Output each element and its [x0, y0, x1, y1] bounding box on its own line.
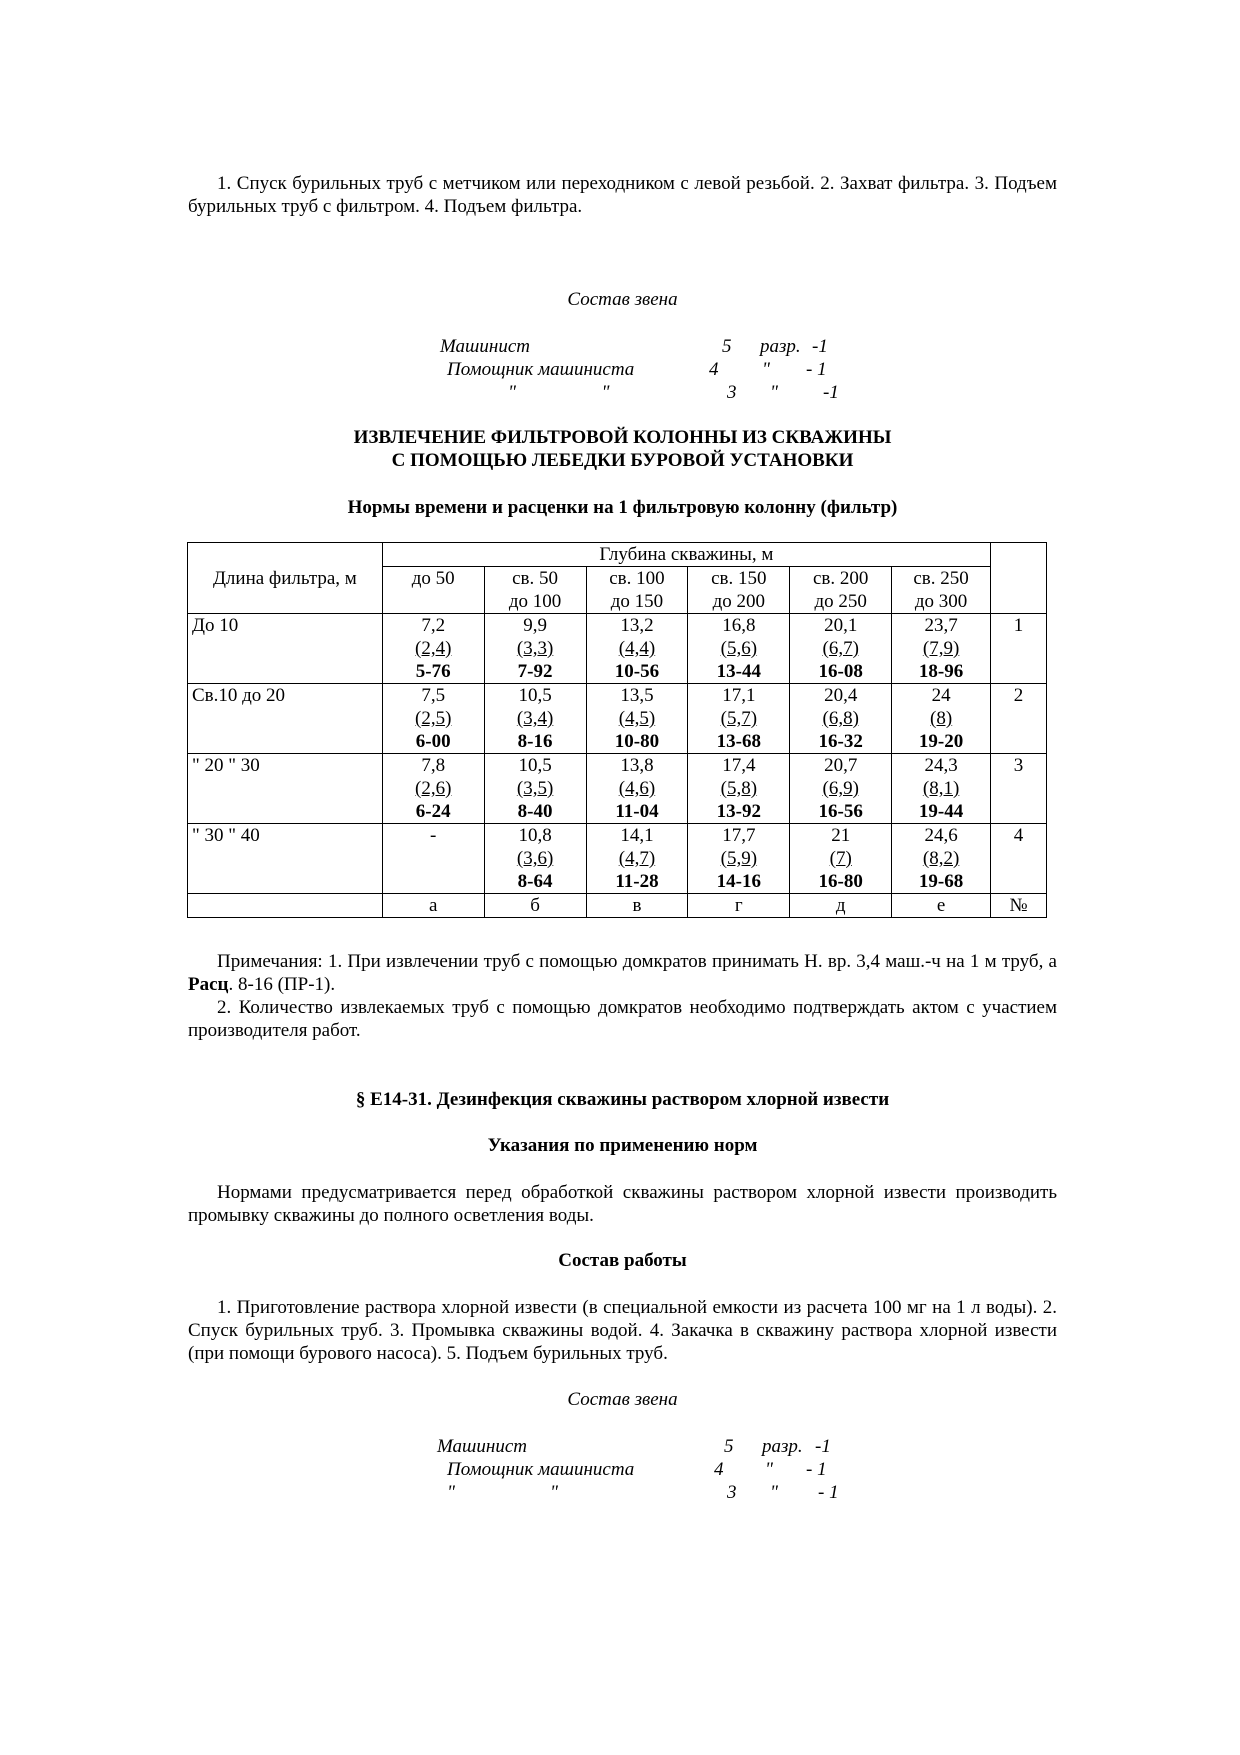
time-norm: 13,5 — [620, 685, 654, 706]
machine-time: (5,9) — [720, 848, 758, 869]
crew-role: Помощник машиниста — [447, 359, 635, 380]
footer-letter: д — [790, 894, 892, 918]
machine-time: (4,5) — [618, 708, 656, 729]
rate: 13-68 — [716, 731, 761, 752]
machine-time: (8,1) — [922, 778, 960, 799]
crew-grade: 3 — [727, 382, 737, 403]
note-1 — [188, 950, 1057, 996]
crew-role: " " — [447, 1482, 558, 1503]
row-label: " 30 " 40 — [188, 824, 383, 894]
norm-cell — [892, 824, 991, 894]
time-norm: 10,5 — [518, 685, 552, 706]
norm-cell — [484, 824, 586, 894]
table-row — [188, 684, 1047, 754]
crew2-block — [0, 1435, 1240, 1505]
rate: 19-20 — [918, 731, 964, 752]
time-norm: 14,1 — [620, 825, 654, 846]
footer-letter: е — [892, 894, 991, 918]
crew-grade: 3 — [727, 1482, 737, 1503]
machine-time: (4,7) — [618, 848, 656, 869]
rate: 10-56 — [614, 661, 660, 682]
norm-cell — [688, 754, 790, 824]
row-header-cell: Длина фильтра, м — [188, 543, 383, 614]
rate: 11-04 — [615, 801, 659, 822]
norm-cell — [892, 684, 991, 754]
machine-time: (4,4) — [618, 638, 656, 659]
norm-cell — [790, 614, 892, 684]
row-number: 3 — [991, 754, 1047, 824]
work-text: 1. Приготовление раствора хлорной извести (в специальной емкости из расчета 100 мг на 1 л воды). 2. Спуск бурильных труб. 3. Промывка скважины водой. 4. Закачка в скважину раствора хлорной извести (при помощи бурового насоса). 5. Подъем бурильных труб. — [188, 1297, 1057, 1364]
machine-time: (3,4) — [516, 708, 554, 729]
rate: 16-56 — [818, 801, 863, 822]
machine-time: (8) — [930, 708, 953, 729]
norm-cell — [484, 614, 586, 684]
rate: 14-16 — [716, 871, 761, 892]
machine-time: (4,6) — [618, 778, 656, 799]
note-2 — [188, 996, 1057, 1042]
intro-paragraph — [188, 172, 1057, 218]
rate: 16-80 — [818, 871, 863, 892]
note-1-text: Примечания: 1. При извлечении труб с помощью домкратов принимать Н. вр. 3,4 маш.-ч на 1 м труб, а — [217, 951, 1057, 972]
note-2-text: 2. Количество извлекаемых труб с помощью домкратов необходимо подтверждать актом с участием производителя работ. — [188, 997, 1057, 1041]
rate: 13-44 — [716, 661, 761, 682]
rate: 5-76 — [415, 661, 451, 682]
time-norm: 7,8 — [421, 755, 446, 776]
guidelines-paragraph — [188, 1181, 1057, 1227]
machine-time: (5,6) — [720, 638, 758, 659]
footer-letter: б — [484, 894, 586, 918]
column-header: св. 200 до 250 — [790, 567, 892, 614]
rate: 19-44 — [918, 801, 964, 822]
crew-unit: разр. — [760, 336, 801, 357]
footer-letter: г — [688, 894, 790, 918]
crew-grade: 4 — [714, 1459, 724, 1480]
norm-cell — [892, 614, 991, 684]
crew2-heading: Состав звена — [567, 1389, 678, 1410]
rate: 10-80 — [614, 731, 660, 752]
time-norm: 7,5 — [421, 685, 446, 706]
machine-time: (5,8) — [720, 778, 758, 799]
table-footer-row — [188, 894, 1047, 918]
guidelines-heading: Указания по применению норм — [487, 1135, 758, 1156]
time-norm: 23,7 — [924, 615, 958, 636]
time-norm: 17,4 — [722, 755, 756, 776]
norm-cell — [586, 684, 688, 754]
machine-time: (2,4) — [415, 638, 452, 659]
norm-cell — [586, 754, 688, 824]
machine-time: (3,6) — [516, 848, 554, 869]
note-1-bold: Расц — [188, 974, 229, 995]
crew-role: Машинист — [437, 1436, 527, 1457]
machine-time: (6,9) — [822, 778, 859, 799]
footer-letter: в — [586, 894, 688, 918]
num-header-cell — [991, 543, 1047, 614]
crew-count: - 1 — [806, 1459, 827, 1480]
time-norm: 20,7 — [824, 755, 858, 776]
machine-time: (5,7) — [720, 708, 758, 729]
time-norm: 7,2 — [421, 615, 446, 636]
crew-unit: " — [770, 1482, 778, 1503]
norm-cell — [382, 824, 484, 894]
work-paragraph — [188, 1296, 1057, 1365]
norm-cell — [382, 614, 484, 684]
row-label: " 20 " 30 — [188, 754, 383, 824]
machine-time: (7) — [829, 848, 852, 869]
norm-cell — [688, 824, 790, 894]
column-header: св. 50 до 100 — [484, 567, 586, 614]
norm-cell — [484, 754, 586, 824]
time-norm: 21 — [831, 825, 851, 846]
row-label: Св.10 до 20 — [188, 684, 383, 754]
section2-title: § Е14-31. Дезинфекция скважины раствором хлорной извести — [355, 1089, 890, 1110]
footer-num: № — [991, 894, 1047, 918]
machine-time: (2,5) — [415, 708, 452, 729]
row-number: 1 — [991, 614, 1047, 684]
machine-time: (6,8) — [822, 708, 859, 729]
row-number: 2 — [991, 684, 1047, 754]
row-label: До 10 — [188, 614, 383, 684]
norm-cell — [586, 824, 688, 894]
rate: 8-16 — [517, 731, 553, 752]
rate: 8-40 — [517, 801, 553, 822]
footer-letter: а — [382, 894, 484, 918]
guidelines-text: Нормами предусматривается перед обработкой скважины раствором хлорной извести производить промывку скважины до полного осветления воды. — [188, 1182, 1057, 1226]
work-heading: Состав работы — [558, 1250, 687, 1271]
crew-grade: 5 — [722, 336, 732, 357]
column-header: св. 150 до 200 — [688, 567, 790, 614]
time-norm: 9,9 — [523, 615, 547, 636]
rate: 6-24 — [415, 801, 451, 822]
table-row — [188, 754, 1047, 824]
norms-table — [187, 542, 1047, 918]
crew-role: Машинист — [440, 336, 530, 357]
rate: 7-92 — [517, 661, 553, 682]
norm-cell — [586, 614, 688, 684]
time-norm: 10,5 — [518, 755, 552, 776]
rate: 16-08 — [818, 661, 863, 682]
norm-cell — [892, 754, 991, 824]
machine-time: (2,6) — [415, 778, 452, 799]
note-1-suffix: . 8-16 (ПР-1). — [228, 974, 336, 995]
column-header: до 50 — [382, 567, 484, 614]
crew-count: -1 — [823, 382, 839, 403]
section-title-line2: С ПОМОЩЬЮ ЛЕБЕДКИ БУРОВОЙ УСТАНОВКИ — [391, 450, 854, 471]
norm-cell — [484, 684, 586, 754]
table-title: Нормы времени и расценки на 1 фильтровую колонну (фильтр) — [347, 497, 898, 518]
rate: 11-28 — [615, 871, 659, 892]
time-norm: 17,1 — [722, 685, 756, 706]
norm-cell — [790, 754, 892, 824]
norm-cell — [790, 824, 892, 894]
crew-unit: разр. — [762, 1436, 803, 1457]
machine-time: (3,3) — [516, 638, 554, 659]
machine-time: (8,2) — [922, 848, 960, 869]
footer-empty-cell — [188, 894, 383, 918]
rate: 6-00 — [415, 731, 451, 752]
crew-role: Помощник машиниста — [447, 1459, 635, 1480]
intro-text: 1. Спуск бурильных труб с метчиком или переходником с левой резьбой. 2. Захват фильтра. 3. Подъем бурильных труб с фильтром. 4. Подъем фильтра. — [188, 173, 1057, 217]
crew-block — [0, 335, 1240, 405]
time-norm: 20,1 — [824, 615, 858, 636]
crew-grade: 4 — [709, 359, 719, 380]
rate: 19-68 — [918, 871, 964, 892]
rate: 13-92 — [716, 801, 761, 822]
table-row — [188, 824, 1047, 894]
section-title-line1: ИЗВЛЕЧЕНИЕ ФИЛЬТРОВОЙ КОЛОННЫ ИЗ СКВАЖИНЫ — [353, 427, 892, 448]
machine-time: (7,9) — [922, 638, 960, 659]
column-header: св. 100 до 150 — [586, 567, 688, 614]
crew-unit: " — [770, 382, 778, 403]
crew-count: -1 — [815, 1436, 831, 1457]
crew-role: " " — [508, 382, 610, 403]
time-norm: 24,6 — [924, 825, 958, 846]
time-norm: 13,8 — [620, 755, 654, 776]
crew-count: -1 — [812, 336, 828, 357]
crew-grade: 5 — [724, 1436, 734, 1457]
rate: 8-64 — [517, 871, 553, 892]
time-norm: 13,2 — [620, 615, 654, 636]
crew-unit: " — [765, 1459, 773, 1480]
crew-count: - 1 — [818, 1482, 839, 1503]
norm-cell — [382, 754, 484, 824]
machine-time: (3,5) — [516, 778, 554, 799]
rate: 18-96 — [918, 661, 964, 682]
norm-cell — [790, 684, 892, 754]
machine-time: (6,7) — [822, 638, 859, 659]
time-norm: 20,4 — [824, 685, 858, 706]
norm-cell — [688, 614, 790, 684]
crew-unit: " — [762, 359, 770, 380]
row-number: 4 — [991, 824, 1047, 894]
crew-heading: Состав звена — [567, 289, 678, 310]
time-norm: 10,8 — [518, 825, 552, 846]
rate: 16-32 — [818, 731, 863, 752]
table-row — [188, 614, 1047, 684]
crew-count: - 1 — [806, 359, 827, 380]
column-header: св. 250 до 300 — [892, 567, 991, 614]
group-header-cell: Глубина скважины, м — [382, 543, 990, 567]
norm-cell — [382, 684, 484, 754]
norm-cell — [688, 684, 790, 754]
time-norm: 16,8 — [722, 615, 756, 636]
time-norm: 24,3 — [924, 755, 958, 776]
table-header-row — [188, 543, 1047, 567]
time-norm: 24 — [931, 685, 951, 706]
time-norm: - — [430, 825, 437, 846]
time-norm: 17,7 — [722, 825, 756, 846]
